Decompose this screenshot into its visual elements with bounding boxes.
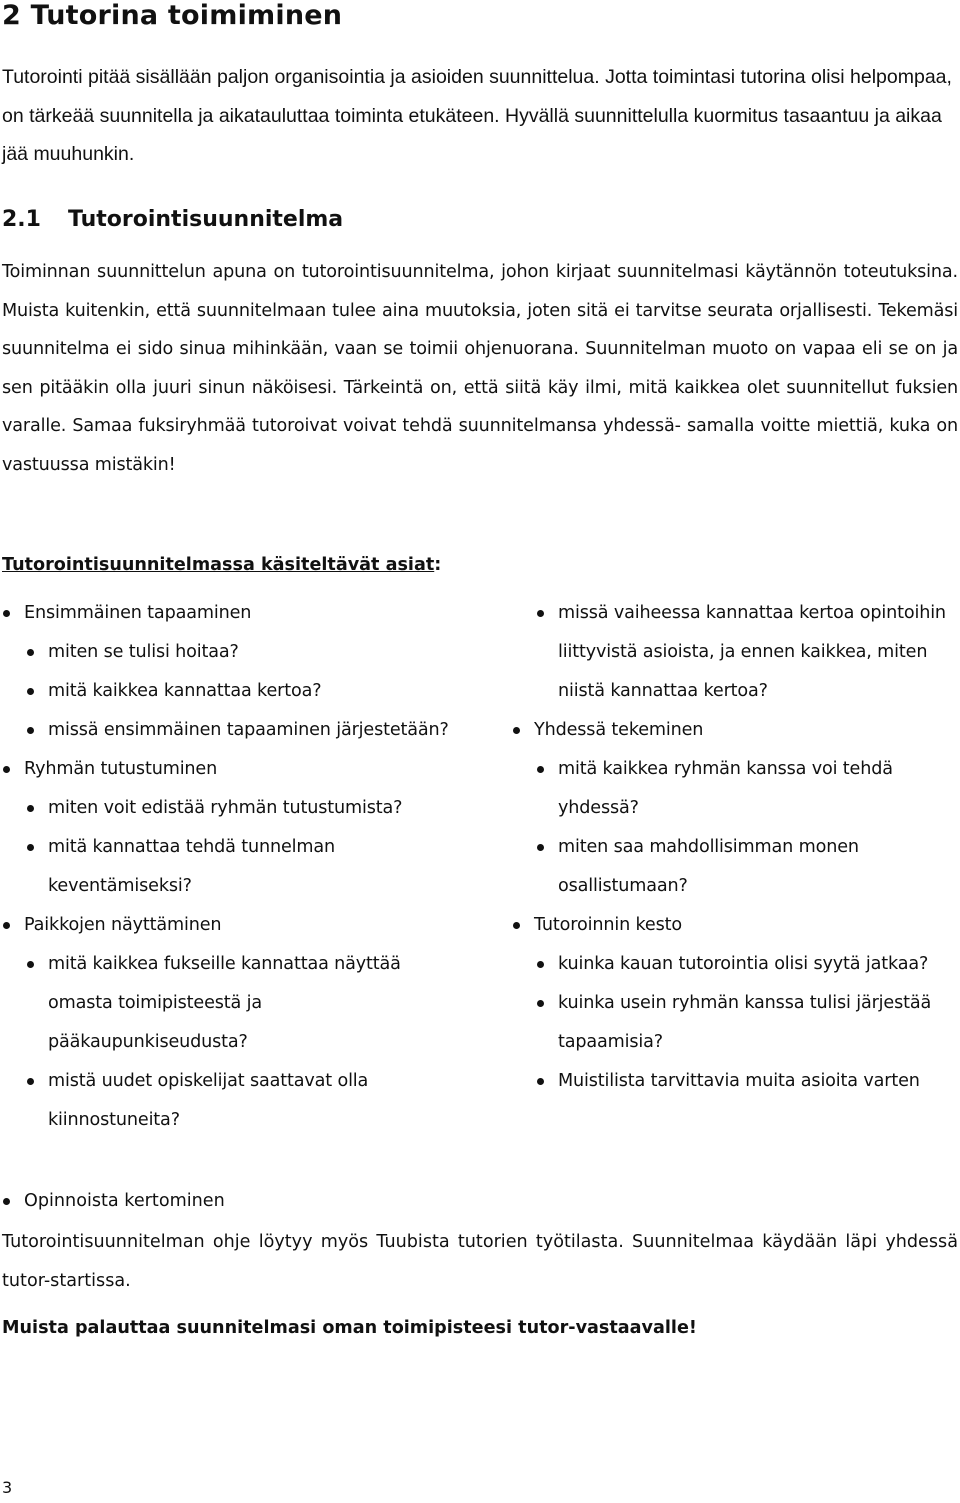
list-item: mitä kaikkea ryhmän kanssa voi tehdä yhdessä? — [534, 750, 956, 828]
list-item: Paikkojen näyttäminen — [0, 906, 450, 945]
section-heading — [2, 205, 343, 235]
list-item: Yhdessä tekeminen — [510, 711, 956, 750]
section-number: 2.1 — [2, 207, 41, 232]
list-item: mitä kannattaa tehdä tunnelman keventämiseksi? — [24, 828, 450, 906]
topics-list-last — [0, 1182, 450, 1221]
section-paragraph: Toiminnan suunnittelun apuna on tutorointisuunnitelma, johon kirjaat suunnitelmasi käytännön toteutuksina. Muista kuitenkin, että suunnitelmaan tulee aina muutoksia, joten sitä ei tarvitse seurata orjallisesti. Tekemäsi suunnitelma ei sido sinua mihinkään, vaan se toimii ohjenuorana. Suunnitelman muoto on vapaa eli se on ja sen pitääkin olla juuri sinun näköisesi. Tärkeintä on, että siitä käy ilmi, mitä kaikkea olet suunnitellut fuksien varalle. Samaa fuksiryhmää tutoroivat voivat tehdä suunnitelmansa yhdessä- samalla voitte miettiä, kuka on vastuussa mistäkin! — [2, 262, 958, 475]
list-item: Muistilista tarvittavia muita asioita varten — [534, 1062, 956, 1101]
list-item: Ensimmäinen tapaaminen — [0, 594, 450, 633]
chapter-title: 2 Tutorina toimiminen — [2, 0, 343, 31]
topics-heading — [2, 551, 441, 579]
topics-list-left — [0, 594, 450, 1140]
outro-paragraph: Tutorointisuunnitelman ohje löytyy myös Tuubista tutorien työtilasta. Suunnitelmaa käydään läpi yhdessä tutor-startissa. — [2, 1232, 958, 1291]
topics-list-right — [510, 594, 956, 1101]
list-item: missä vaiheessa kannattaa kertoa opintoihin liittyvistä asioista, ja ennen kaikkea, miten niistä kannattaa kertoa? — [534, 594, 956, 711]
list-item: kuinka kauan tutorointia olisi syytä jatkaa? — [534, 945, 956, 984]
list-item: mitä kaikkea kannattaa kertoa? — [24, 672, 450, 711]
list-item: Tutoroinnin kesto — [510, 906, 956, 945]
intro-paragraph: Tutorointi pitää sisällään paljon organisointia ja asioiden suunnittelua. Jotta toimintasi tutorina olisi helpompaa, on tärkeää suunnitella ja aikatauluttaa toiminta etukäteen. Hyvällä suunnittelulla kuormitus tasaantuu ja aikaa jää muuhunkin. — [2, 66, 952, 165]
topics-heading-text: Tutorointisuunnitelmassa käsiteltävät asiat — [2, 555, 435, 575]
list-item: kuinka usein ryhmän kanssa tulisi järjestää tapaamisia? — [534, 984, 956, 1062]
reminder-text: Muista palauttaa suunnitelmasi oman toimipisteesi tutor-vastaavalle! — [2, 1318, 697, 1338]
list-item: missä ensimmäinen tapaaminen järjestetään? — [24, 711, 450, 750]
list-item: miten voit edistää ryhmän tutustumista? — [24, 789, 450, 828]
list-item: miten se tulisi hoitaa? — [24, 633, 450, 672]
list-item: Ryhmän tutustuminen — [0, 750, 450, 789]
page-number: 3 — [2, 1478, 13, 1497]
list-item: Opinnoista kertominen — [0, 1182, 450, 1221]
list-item: mitä kaikkea fukseille kannattaa näyttää omasta toimipisteestä ja pääkaupunkiseudusta? — [24, 945, 450, 1062]
list-item: miten saa mahdollisimman monen osallistumaan? — [534, 828, 956, 906]
section-title: Tutorointisuunnitelma — [68, 207, 344, 232]
topics-heading-suffix: : — [434, 555, 442, 575]
list-item: mistä uudet opiskelijat saattavat olla kiinnostuneita? — [24, 1062, 450, 1140]
